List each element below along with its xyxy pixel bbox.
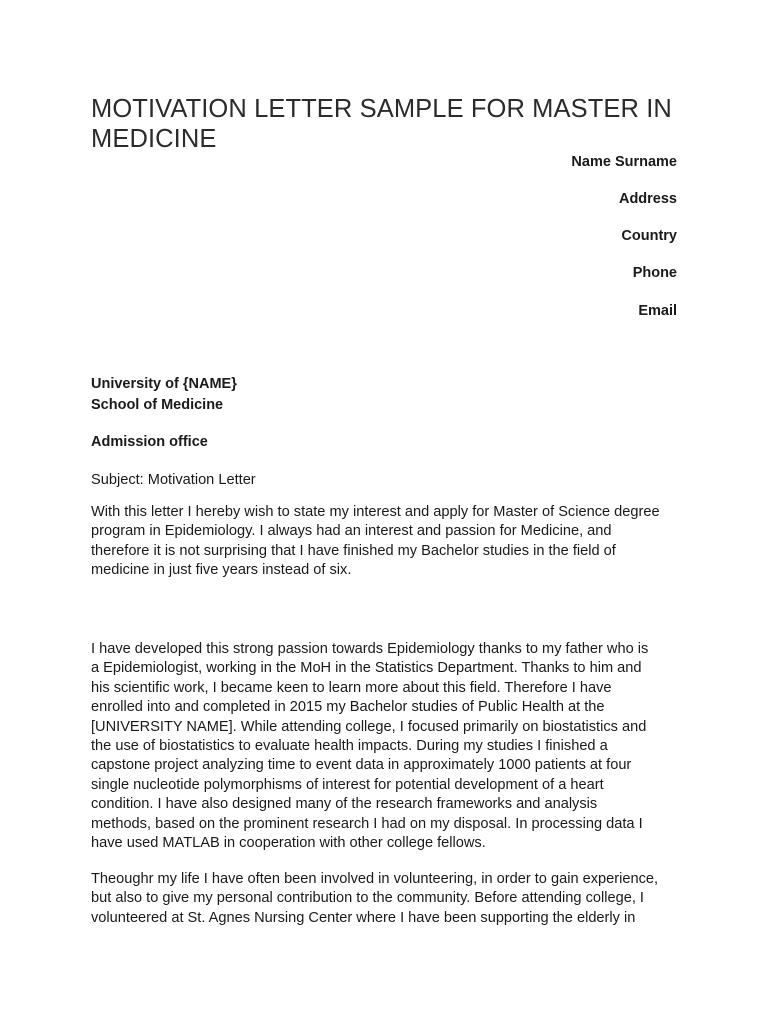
paragraph-line: program in Epidemiology. I always had an interest and passion for Medicine, and [91, 523, 612, 540]
sender-phone: Phone [632, 265, 677, 281]
paragraph-line: [UNIVERSITY NAME]. While attending college, I focused primarily on biostatistics and [91, 718, 647, 735]
paragraph-line: therefore it is not surprising that I have finished my Bachelor studies in the field of [91, 542, 616, 559]
paragraph-line: but also to give my personal contribution to the community. Before attending college, I [91, 890, 644, 907]
paragraph-3 [91, 870, 658, 928]
sender-address: Address [618, 191, 677, 207]
paragraph-line: volunteered at St. Agnes Nursing Center where I have been supporting the elderly in [91, 909, 636, 926]
recipient-university: University of {NAME} [91, 376, 237, 392]
sender-name: Name Surname [571, 154, 677, 170]
sender-email: Email [638, 303, 677, 319]
paragraph-line: Theoughr my life I have often been involved in volunteering, in order to gain experience, [91, 871, 659, 887]
document-title [91, 94, 672, 154]
paragraph-line: single nucleotide polymorphisms of interest for potential development of a heart [91, 776, 604, 793]
paragraph-line: With this letter I hereby wish to state my interest and apply for Master of Science degree [91, 504, 660, 520]
title-line: MEDICINE [91, 125, 217, 153]
sender-country: Country [621, 228, 677, 244]
paragraph-line: methods, based on the prominent research I had on my disposal. In processing data I [91, 815, 643, 832]
paragraph-line: a Epidemiologist, working in the MoH in the Statistics Department. Thanks to him and [91, 660, 642, 677]
paragraph-2 [91, 640, 648, 853]
recipient-school: School of Medicine [91, 397, 224, 413]
title-line: MOTIVATION LETTER SAMPLE FOR MASTER IN [91, 95, 672, 123]
subject-line: Subject: Motivation Letter [91, 472, 256, 488]
paragraph-line: I have developed this strong passion towards Epidemiology thanks to my father who is [91, 641, 649, 657]
paragraph-line: condition. I have also designed many of the research frameworks and analysis [91, 796, 598, 813]
paragraph-line: medicine in just five years instead of six. [91, 562, 352, 579]
paragraph-1 [91, 503, 660, 581]
paragraph-line: the use of biostatistics to evaluate health impacts. During my studies I finished a [91, 738, 608, 755]
recipient-office: Admission office [91, 434, 208, 450]
paragraph-line: his scientific work, I became keen to learn more about this field. Therefore I have [91, 679, 612, 696]
paragraph-line: enrolled into and completed in 2015 my Bachelor studies of Public Health at the [91, 699, 605, 716]
paragraph-line: have used MATLAB in cooperation with other college fellows. [91, 835, 486, 852]
paragraph-line: capstone project analyzing time to event data in approximately 1000 patients at four [91, 757, 632, 774]
